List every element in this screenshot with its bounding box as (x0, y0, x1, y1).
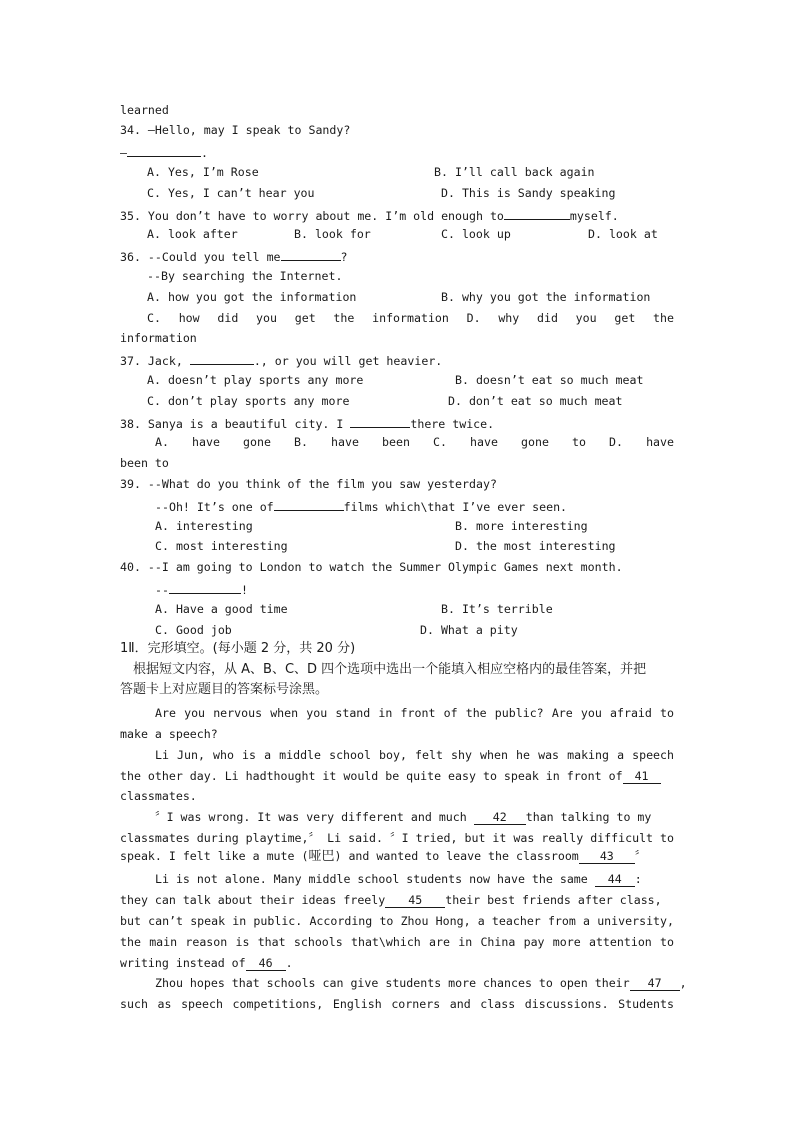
option-c: C. don’t play sports any more (147, 394, 350, 408)
option-c: C. look up (441, 227, 511, 241)
answer-blank (350, 415, 410, 428)
option-d: D. This is Sandy speaking (441, 186, 616, 200)
answer-blank (281, 248, 341, 261)
question-37-stem: 37. Jack, ., or you will get heavier. (120, 354, 443, 368)
question-38-stem: 38. Sanya is a beautiful city. I there twice. (120, 417, 495, 431)
cloze-blank-45: 45 (385, 894, 445, 908)
passage-line: Are you nervous when you stand in front of the public? Are you afraid to (155, 706, 674, 720)
option-a: A. Yes, I’m Rose (147, 165, 259, 179)
option-a: A. how you got the information (147, 290, 357, 304)
passage-line: Zhou hopes that schools can give students more chances to open their 47 , (155, 976, 687, 990)
option-a: A. look after (147, 227, 238, 241)
question-38-options-tail: been to (120, 456, 169, 470)
option-b: B. It’s terrible (441, 602, 553, 616)
question-39-stem: 39. --What do you think of the film you saw yesterday? (120, 477, 497, 491)
answer-blank (190, 352, 254, 365)
previous-question-tail: learned (120, 103, 169, 117)
exam-page: learned 34. —Hello, may I speak to Sandy? — . A. Yes, I’m Rose B. I’ll call back again C. Yes, I can’t hear you D. This is Sandy speaking 35. You don’t have to worry about me. I’m old enough to myself. A. look after B. look for C. look up D. look at 36. --Could you tell me ? --By searching the Internet. A. how you got the information B. why you got the information C. how did you get the information D. why did you get the information 37. Jack, ., or you will get heavier. A. doesn’t play sports any more B. doesn’t eat so much meat C. don’t play sports any more D. don’t eat so much meat 38. Sanya is a beautiful city. I there twice. A. have gone B. have been C. have gone to D. have been to 39. --What do you think of the film you saw yesterday? --Oh! It’s one of films which\that I’ve ever seen. A. interesting B. more interesting C. most interesting D. the most interesting 40. --I am going to London to watch the Summer Olympic Games next month. -- ! A. Have a good time B. It’s terrible C. Good job D. What a pity 1Ⅱ．完形填空。(每小题 2 分，共 20 分) 根据短文内容，从 A、B、C、D 四个选项中选出一个能填入相应空格内的最佳答案，并把 答题卡上对应题目的答案标号涂黑。 Are you nervous when you stand in front of the public? Are you afraid to make a speech? Li Jun, who is a middle school boy, felt shy when he was making a speech the other day. Li hadthought it would be quite easy to speak in front of 41 classmates. 〞I was wrong. It was very different and much 42 than talking to my classmates during playtime,〞 Li said. 〞I tried, but it was really difficult to speak. I felt like a mute (哑巴) and wanted to leave the classroom 43 〞 Li is not alone. Many middle school students now have the same 44 : they can talk about their ideas freely 45 their best friends after class, but can’t speak in public. According to Zhou Hong, a teacher from a university, the main reason is that schools that\which are in China pay more attention to writing instead of 46 . Zhou hopes that schools can give students more chances to open their 47 , such as speech competitions, English corners and class discussions. Students (120, 103, 687, 1011)
question-38-options: A. have gone B. have been C. have gone to D. have (155, 435, 674, 449)
passage-line: the other day. Li hadthought it would be quite easy to speak in front of 41 (120, 769, 674, 784)
question-34-reply: — . (120, 146, 208, 160)
answer-blank (274, 498, 344, 511)
passage-line: classmates. (120, 789, 197, 803)
option-b: B. look for (294, 227, 371, 241)
option-a: A. doesn’t play sports any more (147, 373, 364, 387)
cloze-blank-47: 47 (630, 977, 680, 991)
option-c: C. most interesting (155, 539, 288, 553)
section-instruction-line1: 根据短文内容，从 A、B、C、D 四个选项中选出一个能填入相应空格内的最佳答案，并把 (133, 662, 647, 677)
question-35-stem: 35. You don’t have to worry about me. I’m old enough to myself. (120, 209, 619, 223)
passage-line: make a speech? (120, 727, 218, 741)
option-b: B. more interesting (455, 519, 588, 533)
passage-line: Li Jun, who is a middle school boy, felt shy when he was making a speech (155, 748, 674, 762)
cloze-blank-41: 41 (623, 770, 661, 784)
section-instruction-line2: 答题卡上对应题目的答案标号涂黑。 (120, 682, 329, 697)
question-36-stem: 36. --Could you tell me ? (120, 250, 348, 264)
passage-line: Li is not alone. Many middle school students now have the same 44 : (155, 872, 642, 886)
passage-line: writing instead of 46 . (120, 956, 293, 970)
passage-line: the main reason is that schools that\which are in China pay more attention to (120, 935, 674, 949)
passage-line: speak. I felt like a mute (哑巴) and wanted to leave the classroom 43 〞 (120, 849, 647, 864)
section-heading: 1Ⅱ．完形填空。(每小题 2 分，共 20 分) (120, 641, 356, 656)
option-b: B. doesn’t eat so much meat (455, 373, 644, 387)
passage-line: such as speech competitions, English corners and class discussions. Students (120, 997, 674, 1011)
option-a: A. Have a good time (155, 602, 288, 616)
cloze-blank-44: 44 (595, 873, 635, 887)
question-34-stem: 34. —Hello, may I speak to Sandy? (120, 123, 351, 137)
question-36-options-tail: information (120, 331, 197, 345)
passage-line: 〞I was wrong. It was very different and much 42 than talking to my (155, 810, 652, 824)
answer-blank (504, 207, 570, 220)
cloze-blank-46: 46 (246, 957, 286, 971)
answer-blank (169, 581, 241, 594)
option-b: B. why you got the information (441, 290, 651, 304)
passage-line: classmates during playtime,〞 Li said. 〞I tried, but it was really difficult to (120, 831, 674, 845)
passage-line: but can’t speak in public. According to Zhou Hong, a teacher from a university, (120, 914, 674, 928)
answer-blank (127, 144, 201, 157)
option-c: C. Good job (155, 623, 232, 637)
option-a: A. interesting (155, 519, 253, 533)
option-d: D. look at (588, 227, 658, 241)
cloze-blank-43: 43 (579, 850, 635, 864)
option-d: D. the most interesting (455, 539, 616, 553)
option-d: D. What a pity (420, 623, 518, 637)
cloze-blank-42: 42 (474, 811, 526, 825)
option-b: B. I’ll call back again (434, 165, 595, 179)
question-40-stem: 40. --I am going to London to watch the Summer Olympic Games next month. (120, 560, 623, 574)
option-d: D. don’t eat so much meat (448, 394, 623, 408)
option-c: C. Yes, I can’t hear you (147, 186, 315, 200)
question-36-options-row2: C. how did you get the information D. why did you get the (147, 311, 674, 325)
passage-line: they can talk about their ideas freely 45 their best friends after class, (120, 893, 662, 907)
